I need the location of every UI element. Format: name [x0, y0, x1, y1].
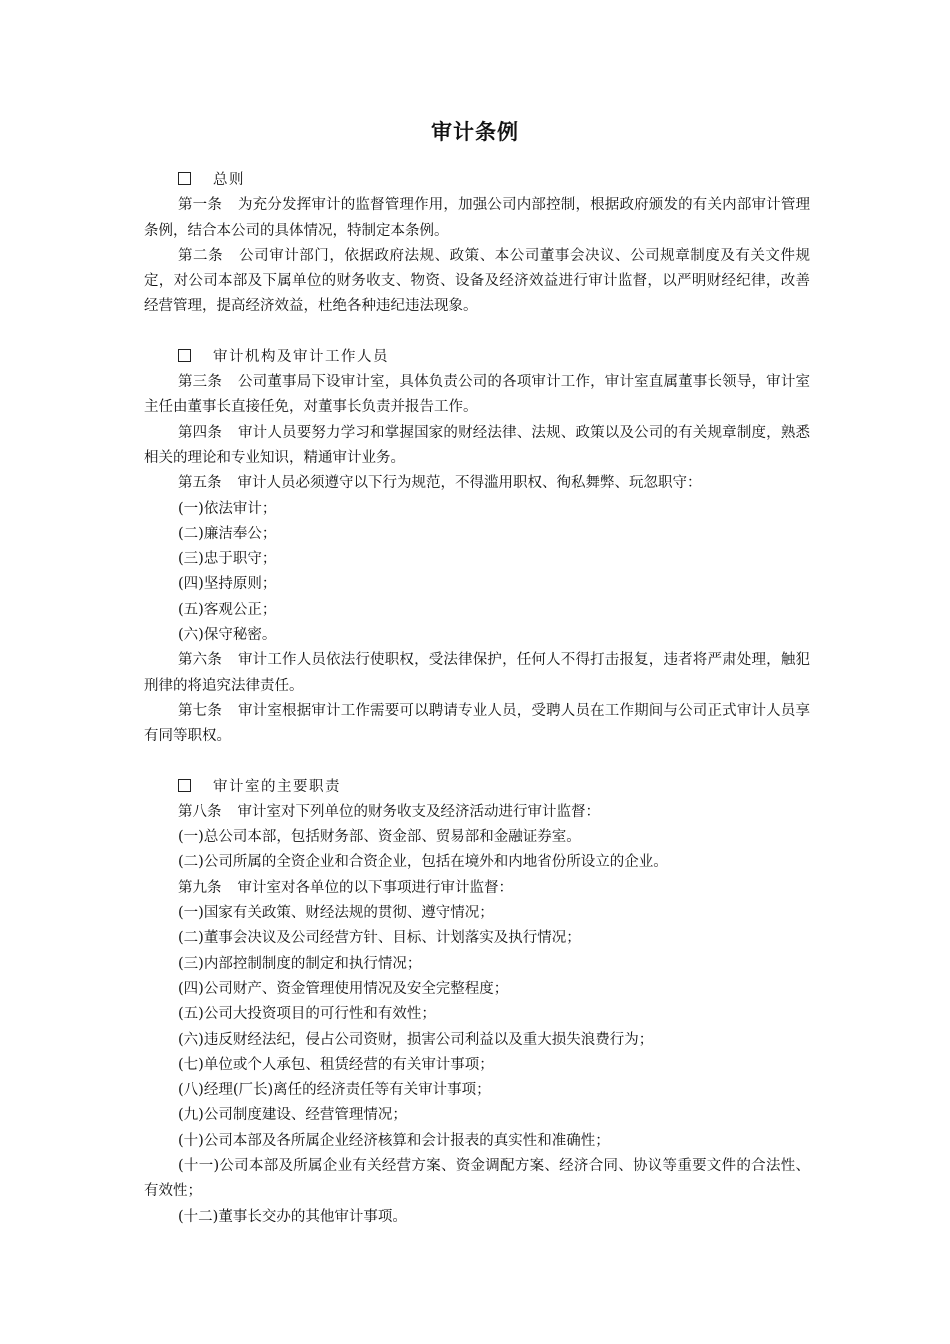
list-item: (四)公司财产、资金管理使用情况及安全完整程度；	[178, 980, 509, 997]
list-item: (五)公司大投资项目的可行性和有效性；	[178, 1006, 436, 1023]
checkbox-square-icon	[178, 349, 191, 362]
document-body	[144, 168, 810, 1230]
article: 第七条 审计室根据审计工作需要可以聘请专业人员，受聘人员在工作期间与公司正式审计人员享有同等职权。	[144, 702, 810, 745]
checkbox-square-icon	[178, 779, 191, 792]
section-heading: 总则	[144, 168, 810, 193]
checkbox-square-icon	[178, 172, 191, 185]
list-item: (一)国家有关政策、财经法规的贯彻、遵守情况；	[178, 905, 494, 922]
list-item: (十)公司本部及各所属企业经济核算和会计报表的真实性和准确性；	[178, 1132, 610, 1149]
list-item: (一)总公司本部，包括财务部、资金部、贸易部和金融证券室。	[178, 829, 581, 846]
list-item: (五)客观公正；	[178, 601, 277, 618]
article: 第四条 审计人员要努力学习和掌握国家的财经法律、法规、政策以及公司的有关规章制度，熟悉相关的理论和专业知识，精通审计业务。	[144, 424, 810, 466]
article: 第六条 审计工作人员依法行使职权，受法律保护，任何人不得打击报复，违者将严肃处理，触犯刑律的将追究法律责任。	[144, 652, 810, 694]
article: 第三条 公司董事局下设审计室，具体负责公司的各项审计工作，审计室直属董事长领导，审计室主任由董事长直接任免，对董事长负责并报告工作。	[144, 374, 810, 416]
list-item: (八)经理(厂长)离任的经济责任等有关审计事项；	[178, 1082, 491, 1099]
section-heading: 审计机构及审计工作人员	[144, 345, 810, 370]
document-title: 审计条例	[431, 120, 519, 144]
list-item: (六)违反财经法纪，侵占公司资财，损害公司利益以及重大损失浪费行为；	[178, 1031, 654, 1048]
article: 第八条 审计室对下列单位的财务收支及经济活动进行审计监督：	[178, 803, 600, 820]
list-item: (六)保守秘密。	[178, 627, 277, 644]
list-item: (三)内部控制制度的制定和执行情况；	[178, 955, 422, 972]
list-item: (三)忠于职守；	[178, 551, 277, 568]
list-item: (二)董事会决议及公司经营方针、目标、计划落实及执行情况；	[178, 930, 581, 947]
list-item: (十一)公司本部及所属企业有关经营方案、资金调配方案、经济合同、协议等重要文件的合法性、有效性；	[144, 1157, 810, 1200]
list-item: (十二)董事长交办的其他审计事项。	[178, 1208, 407, 1225]
list-item: (二)廉洁奉公；	[178, 525, 277, 542]
article: 第一条 为充分发挥审计的监督管理作用，加强公司内部控制，根据政府颁发的有关内部审计管理条例，结合本公司的具体情况，特制定本条例。	[144, 197, 810, 239]
article: 第九条 审计室对各单位的以下事项进行审计监督：	[178, 879, 513, 896]
article: 第五条 审计人员必须遵守以下行为规范，不得滥用职权、徇私舞弊、玩忽职守：	[178, 475, 702, 492]
list-item: (二)公司所属的全资企业和合资企业，包括在境外和内地省份所设立的企业。	[178, 854, 668, 871]
section-heading: 审计室的主要职责	[144, 775, 810, 800]
list-item: (四)坚持原则；	[178, 576, 277, 593]
list-item: (九)公司制度建设、经营管理情况；	[178, 1107, 407, 1124]
list-item: (七)单位或个人承包、租赁经营的有关审计事项；	[178, 1056, 494, 1073]
article: 第二条 公司审计部门，依据政府法规、政策、本公司董事会决议、公司规章制度及有关文件规定，对公司本部及下属单位的财务收支、物资、设备及经济效益进行审计监督，以严明财经纪律，改善经营管理，提高经济效益，杜绝各种违纪违法现象。	[144, 247, 811, 315]
list-item: (一)依法审计；	[178, 500, 277, 517]
